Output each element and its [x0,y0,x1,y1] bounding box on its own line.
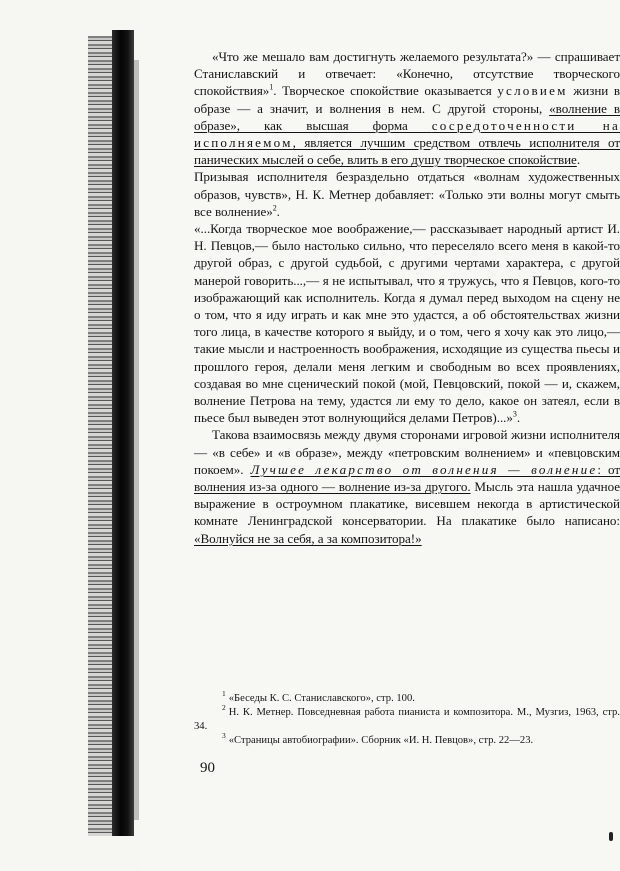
text-run: . Творческое спокойствие оказывается [273,83,498,99]
footnote-reference: 3 [512,409,517,419]
footnote [194,703,620,734]
footnote-number: 2 [222,703,226,713]
underlined-text: сосредоточенности на исполняемом [194,117,620,151]
underlined-text: Лучшее лекарство от волнения — волнение [250,461,598,477]
footnote-text: «Беседы К. С. Станиславского», стр. 100. [228,693,415,704]
page-number: 90 [200,760,215,776]
underlined-text: : от волнения из-за одного — волнение из-за другого. [194,461,620,495]
footnote-number: 1 [222,689,226,699]
underlined-text: «Волнуйся не за себя, а за композитора!» [194,530,422,546]
scan-gutter [0,0,140,871]
underlined-text: «волнение в образе», как высшая форма [194,100,620,133]
text-run: «...Когда творческое мое воображение,— рассказывает народный артист И. Н. Певцов,— было настолько сильно, что переселяло всего меня в какой-то другой образ, с другой судьбой, с другими чертами характера, с другой манерой говорить...,— я не испытывал, что я тружусь, что я Певцов, кого-то изображающий как исполнитель. Когда я думал перед выходом на сцену не о том, что я иду играть и как мне это удастся, а об обстоятельствах жизни того лица, в качестве которого я выйду, и о том, чего я хочу как это лицо,— такие мысли и настроенность воображения, исходящие из существа пьесы и прошлого героя, делали меня легким и свободным во всех проявлениях, создавая во мне сценический покой (мой, Певцовский, покой — и, скажем, волнение Петрова на тему, удастся ли ему то дело, какое он затеял, если в пьесе был выведен этот волнующийся делами Петров)...» [194,221,620,426]
paragraph [194,426,620,546]
text-run: . [276,203,280,219]
paragraph [194,48,620,168]
book-fold-edge [134,60,139,820]
text-run: «Что же мешало вам достигнуть желаемого результата?» — спрашивает Станиславский и отвечает: «Конечно, отсутствие творческого спокойствия» [194,49,620,99]
text-run: жизни в образе — а значит, и волнения в нем. С другой стороны, [194,83,620,116]
footnote [194,689,620,706]
book-fold-shadow [112,30,134,836]
footnote-reference: 2 [272,203,277,213]
footnote-number: 3 [222,731,226,741]
text-run: условием [497,83,568,99]
page-body-text [194,48,620,547]
text-run: Призывая исполнителя безраздельно отдаться «волнам художественных образов, чувств», Н. К. Метнер добавляет: «Только эти волны могут смыть все волнение» [194,169,620,219]
text-run: . [576,152,581,168]
footnote [194,731,620,748]
footnote-text: Н. К. Метнер. Повседневная работа пианиста и композитора. М., Музгиз, 1963, стр. 34. [194,707,620,732]
scan-speck [609,832,613,841]
footnotes [194,689,620,748]
underlined-text: , является лучшим средством отвлечь исполнителя от панических мыслей о себе, влить в его душу творческое спокойствие [194,135,620,168]
paragraph [194,168,620,220]
text-run: Такова взаимосвязь между двумя сторонами игровой жизни исполнителя — «в себе» и «в образе», между «петровским волнением» и «певцовским покоем». [194,427,620,477]
footnote-reference: 1 [269,83,274,93]
paragraph [194,220,620,426]
footnote-text: «Страницы автобиографии». Сборник «И. Н. Певцов», стр. 22—23. [228,735,534,746]
text-run: Мысль эта нашла удачное выражение в остроумном плакатике, висевшем некогда в артистической комнате Ленинградской консерватории. На плакатике было написано: [194,479,620,529]
text-run: . [516,410,521,426]
